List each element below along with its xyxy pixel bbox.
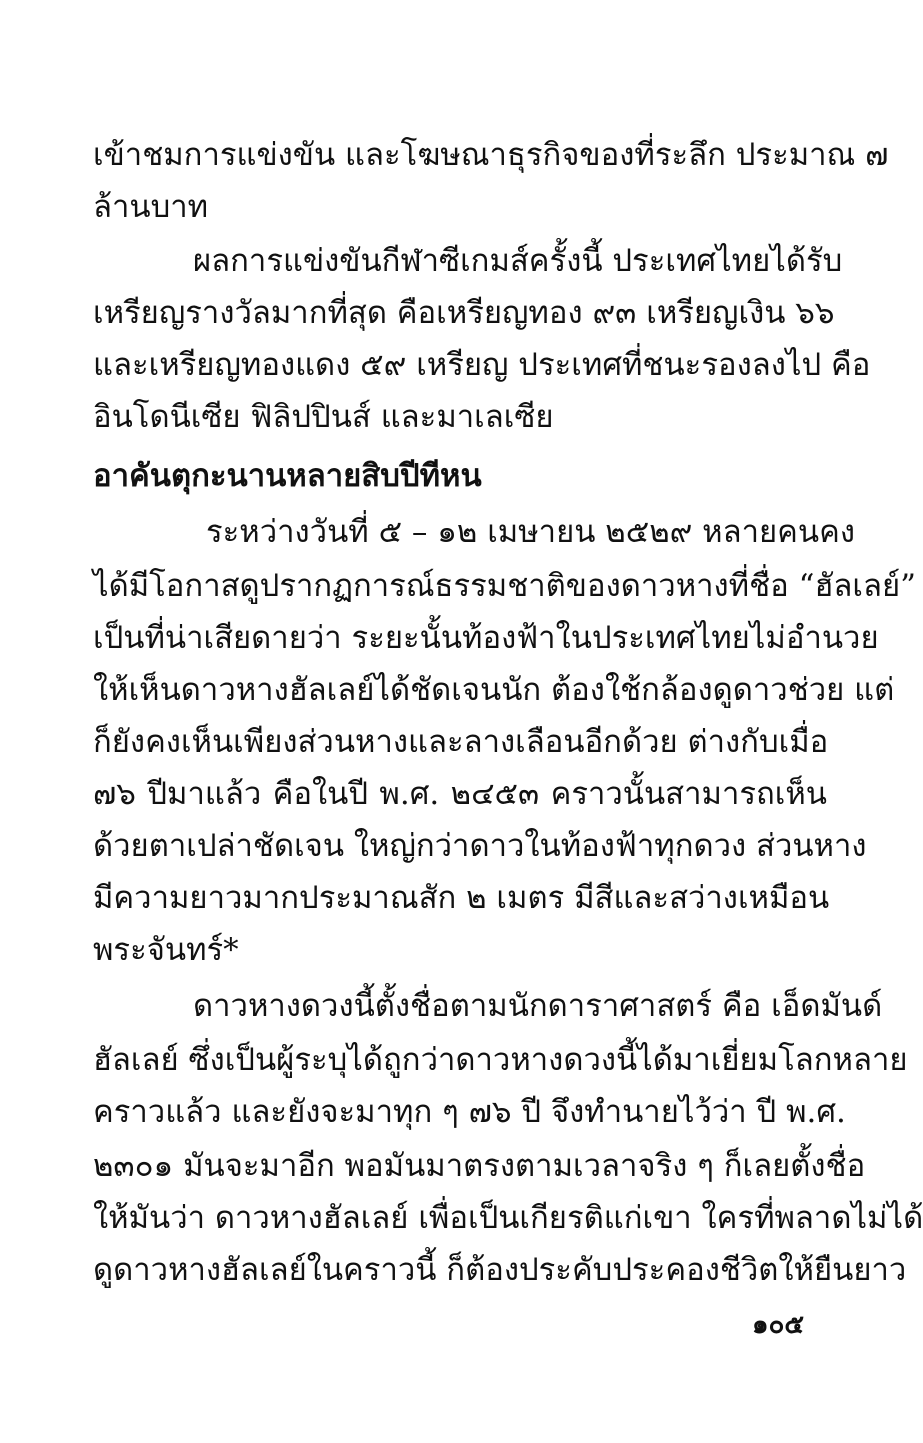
- page-number: ๑๐๕: [752, 1310, 805, 1340]
- body-text-line: ฮัลเลย์ ซึ่งเป็นผู้ระบุได้ถูกว่าดาวหางดวงนี้ได้มาเยี่ยมโลกหลาย: [93, 1042, 908, 1078]
- body-text-line: ดูดาวหางฮัลเลย์ในคราวนี้ ก็ต้องประคับประคองชีวิตให้ยืนยาว: [93, 1252, 907, 1288]
- body-text-line: เป็นที่น่าเสียดายว่า ระยะนั้นท้องฟ้าในประเทศไทยไม่อำนวย: [93, 620, 879, 656]
- body-text-line: ๗๖ ปีมาแล้ว คือในปี พ.ศ. ๒๔๕๓ คราวนั้นสามารถเห็น: [93, 776, 827, 812]
- body-text-line: ล้านบาท: [93, 189, 209, 225]
- body-text-line: ด้วยตาเปล่าชัดเจน ใหญ่กว่าดาวในท้องฟ้าทุกดวง ส่วนหาง: [93, 828, 867, 864]
- body-text-line: มีความยาวมากประมาณสัก ๒ เมตร มีสีและสว่างเหมือน: [93, 880, 830, 916]
- body-text-line: เข้าชมการแข่งขัน และโฆษณาธุรกิจของที่ระลึก ประมาณ ๗: [93, 137, 889, 173]
- paragraph-first-line: ผลการแข่งขันกีฬาซีเกมส์ครั้งนี้ ประเทศไทยได้รับ: [193, 243, 843, 279]
- body-text-line: พระจันทร์*: [93, 932, 239, 968]
- body-text-line: และเหรียญทองแดง ๕๙ เหรียญ ประเทศที่ชนะรองลงไป คือ: [93, 347, 871, 383]
- body-text-line: ให้มันว่า ดาวหางฮัลเลย์ เพื่อเป็นเกียรติแก่เขา ใครที่พลาดไม่ได้: [93, 1200, 923, 1236]
- body-text-line: ให้เห็นดาวหางฮัลเลย์ได้ชัดเจนนัก ต้องใช้กล้องดูดาวช่วย แต่: [93, 672, 895, 708]
- body-text-line: ได้มีโอกาสดูปรากฏการณ์ธรรมชาติของดาวหางที่ชื่อ “ฮัลเลย์”: [93, 568, 916, 604]
- body-text-line: คราวแล้ว และยังจะมาทุก ๆ ๗๖ ปี จึงทำนายไว้ว่า ปี พ.ศ.: [93, 1094, 846, 1130]
- section-heading: อาคันตุกะนานหลายสิบปีทีหน: [93, 458, 482, 494]
- paragraph-first-line: ดาวหางดวงนี้ตั้งชื่อตามนักดาราศาสตร์ คือ เอ็ดมันด์: [193, 988, 883, 1024]
- body-text-line: อินโดนีเซีย ฟิลิปปินส์ และมาเลเซีย: [93, 399, 554, 435]
- body-text-line: ก็ยังคงเห็นเพียงส่วนหางและลางเลือนอีกด้วย ต่างกับเมื่อ: [93, 724, 829, 760]
- body-text-line: ๒๓๐๑ มันจะมาอีก พอมันมาตรงตามเวลาจริง ๆ ก็เลยตั้งชื่อ: [93, 1148, 866, 1184]
- paragraph-first-line: ระหว่างวันที่ ๕ – ๑๒ เมษายน ๒๕๒๙ หลายคนคง: [206, 514, 855, 550]
- body-text-line: เหรียญรางวัลมากที่สุด คือเหรียญทอง ๙๓ เหรียญเงิน ๖๖: [93, 295, 835, 331]
